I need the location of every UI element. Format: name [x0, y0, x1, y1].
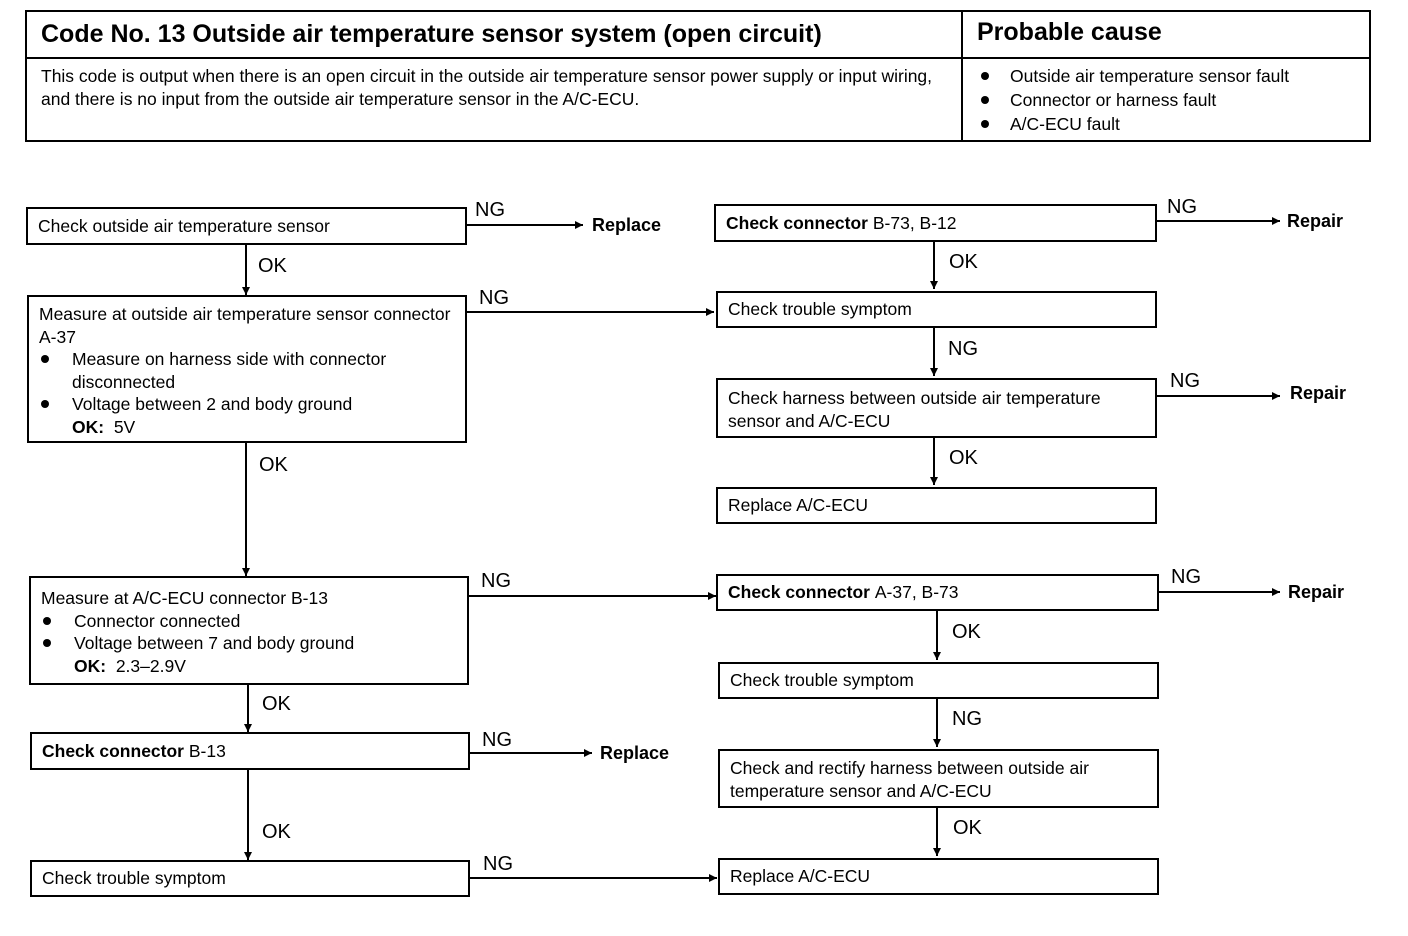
- step-text: Replace A/C-ECU: [730, 866, 871, 887]
- action-repair: Repair: [1287, 211, 1344, 231]
- label-ng: NG: [481, 570, 511, 592]
- step-title: Measure at outside air temperature sensor connector A-37: [39, 304, 451, 347]
- code-description: This code is output when there is an open circuit in the outside air temperature sensor power supply or input wiring, and there is no input from the outside air temperature sensor in the A/C-ECU.: [41, 66, 933, 109]
- bullet-icon: [43, 617, 51, 625]
- step-text: Check harness between outside air temperature sensor and A/C-ECU: [728, 388, 1101, 431]
- step-text: Check trouble symptom: [728, 299, 912, 320]
- step-check-connector-b13: [30, 732, 470, 770]
- ok-criteria: [39, 416, 455, 439]
- bullet-text: Voltage between 2 and body ground: [72, 394, 353, 414]
- step-bullet: [41, 610, 457, 633]
- bullet-text: Voltage between 7 and body ground: [74, 633, 355, 653]
- ok-criteria-value: 2.3–2.9V: [115, 655, 186, 676]
- label-ok: OK: [258, 255, 287, 277]
- label-ok: OK: [952, 621, 981, 643]
- label-ok: OK: [259, 454, 288, 476]
- step-measure-b13: [29, 576, 469, 685]
- step-check-harness-r1: [716, 378, 1157, 438]
- ok-criteria-label: OK:: [74, 655, 107, 676]
- step-text: Check trouble symptom: [42, 868, 226, 889]
- bullet-icon: [41, 355, 49, 363]
- code-title: Code No. 13 Outside air temperature sensor system (open circuit): [41, 20, 822, 48]
- bullet-icon: [43, 639, 51, 647]
- bullet-icon: [41, 400, 49, 408]
- label-ng: NG: [482, 729, 512, 751]
- label-ok: OK: [262, 693, 291, 715]
- step-bullet: [39, 348, 455, 393]
- ok-criteria: [41, 655, 457, 678]
- label-ng: NG: [1167, 196, 1197, 218]
- bullet-text: Connector connected: [74, 610, 241, 631]
- step-replace-ecu-r2: [718, 858, 1159, 895]
- step-check-sensor: [26, 207, 467, 245]
- step-text-bold: Check connector: [42, 740, 184, 761]
- probable-cause-title: Probable cause: [977, 18, 1162, 46]
- step-bullet: [39, 393, 455, 416]
- step-text: Check trouble symptom: [730, 670, 914, 691]
- label-ng: NG: [1170, 370, 1200, 392]
- step-text: B-13: [188, 740, 226, 761]
- cause-text: Outside air temperature sensor fault: [1010, 66, 1290, 86]
- step-text: Check and rectify harness between outside air temperature sensor and A/C-ECU: [730, 758, 1089, 801]
- label-ok: OK: [262, 821, 291, 843]
- label-ng: NG: [948, 338, 978, 360]
- step-check-harness-r2: [718, 749, 1159, 808]
- ok-criteria-label: OK:: [72, 416, 105, 437]
- step-check-connector-a37-b73: [716, 574, 1159, 611]
- step-title: Measure at A/C-ECU connector B-13: [41, 588, 328, 608]
- action-replace: Replace: [600, 743, 670, 763]
- label-ok: OK: [949, 251, 978, 273]
- step-check-connector-b73-b12: [714, 204, 1157, 242]
- action-repair: Repair: [1288, 582, 1345, 602]
- label-ok: OK: [949, 447, 978, 469]
- step-check-symptom-r2: [718, 662, 1159, 699]
- label-ng: NG: [952, 708, 982, 730]
- step-check-symptom-left: [30, 860, 470, 897]
- label-ok: OK: [953, 817, 982, 839]
- ok-criteria-value: 5V: [113, 416, 136, 437]
- label-ng: NG: [483, 853, 513, 875]
- step-replace-ecu-r1: [716, 487, 1157, 524]
- step-text-bold: Check connector: [728, 582, 870, 603]
- label-ng: NG: [475, 199, 505, 221]
- action-replace: Replace: [592, 215, 662, 235]
- cause-text: Connector or harness fault: [1010, 90, 1217, 110]
- step-measure-a37: [27, 295, 467, 443]
- label-ng: NG: [1171, 566, 1201, 588]
- step-text-bold: Check connector: [726, 212, 868, 233]
- step-text: B-73, B-12: [872, 212, 957, 233]
- step-check-symptom-r1: [716, 291, 1157, 328]
- step-bullet: [41, 632, 457, 655]
- step-text: A-37, B-73: [874, 582, 959, 603]
- cause-text: A/C-ECU fault: [1010, 114, 1120, 134]
- label-ng: NG: [479, 287, 509, 309]
- bullet-text: Measure on harness side with connector disconnected: [72, 349, 387, 392]
- step-text: Check outside air temperature sensor: [38, 215, 330, 236]
- step-text: Replace A/C-ECU: [728, 495, 869, 516]
- action-repair: Repair: [1290, 383, 1347, 403]
